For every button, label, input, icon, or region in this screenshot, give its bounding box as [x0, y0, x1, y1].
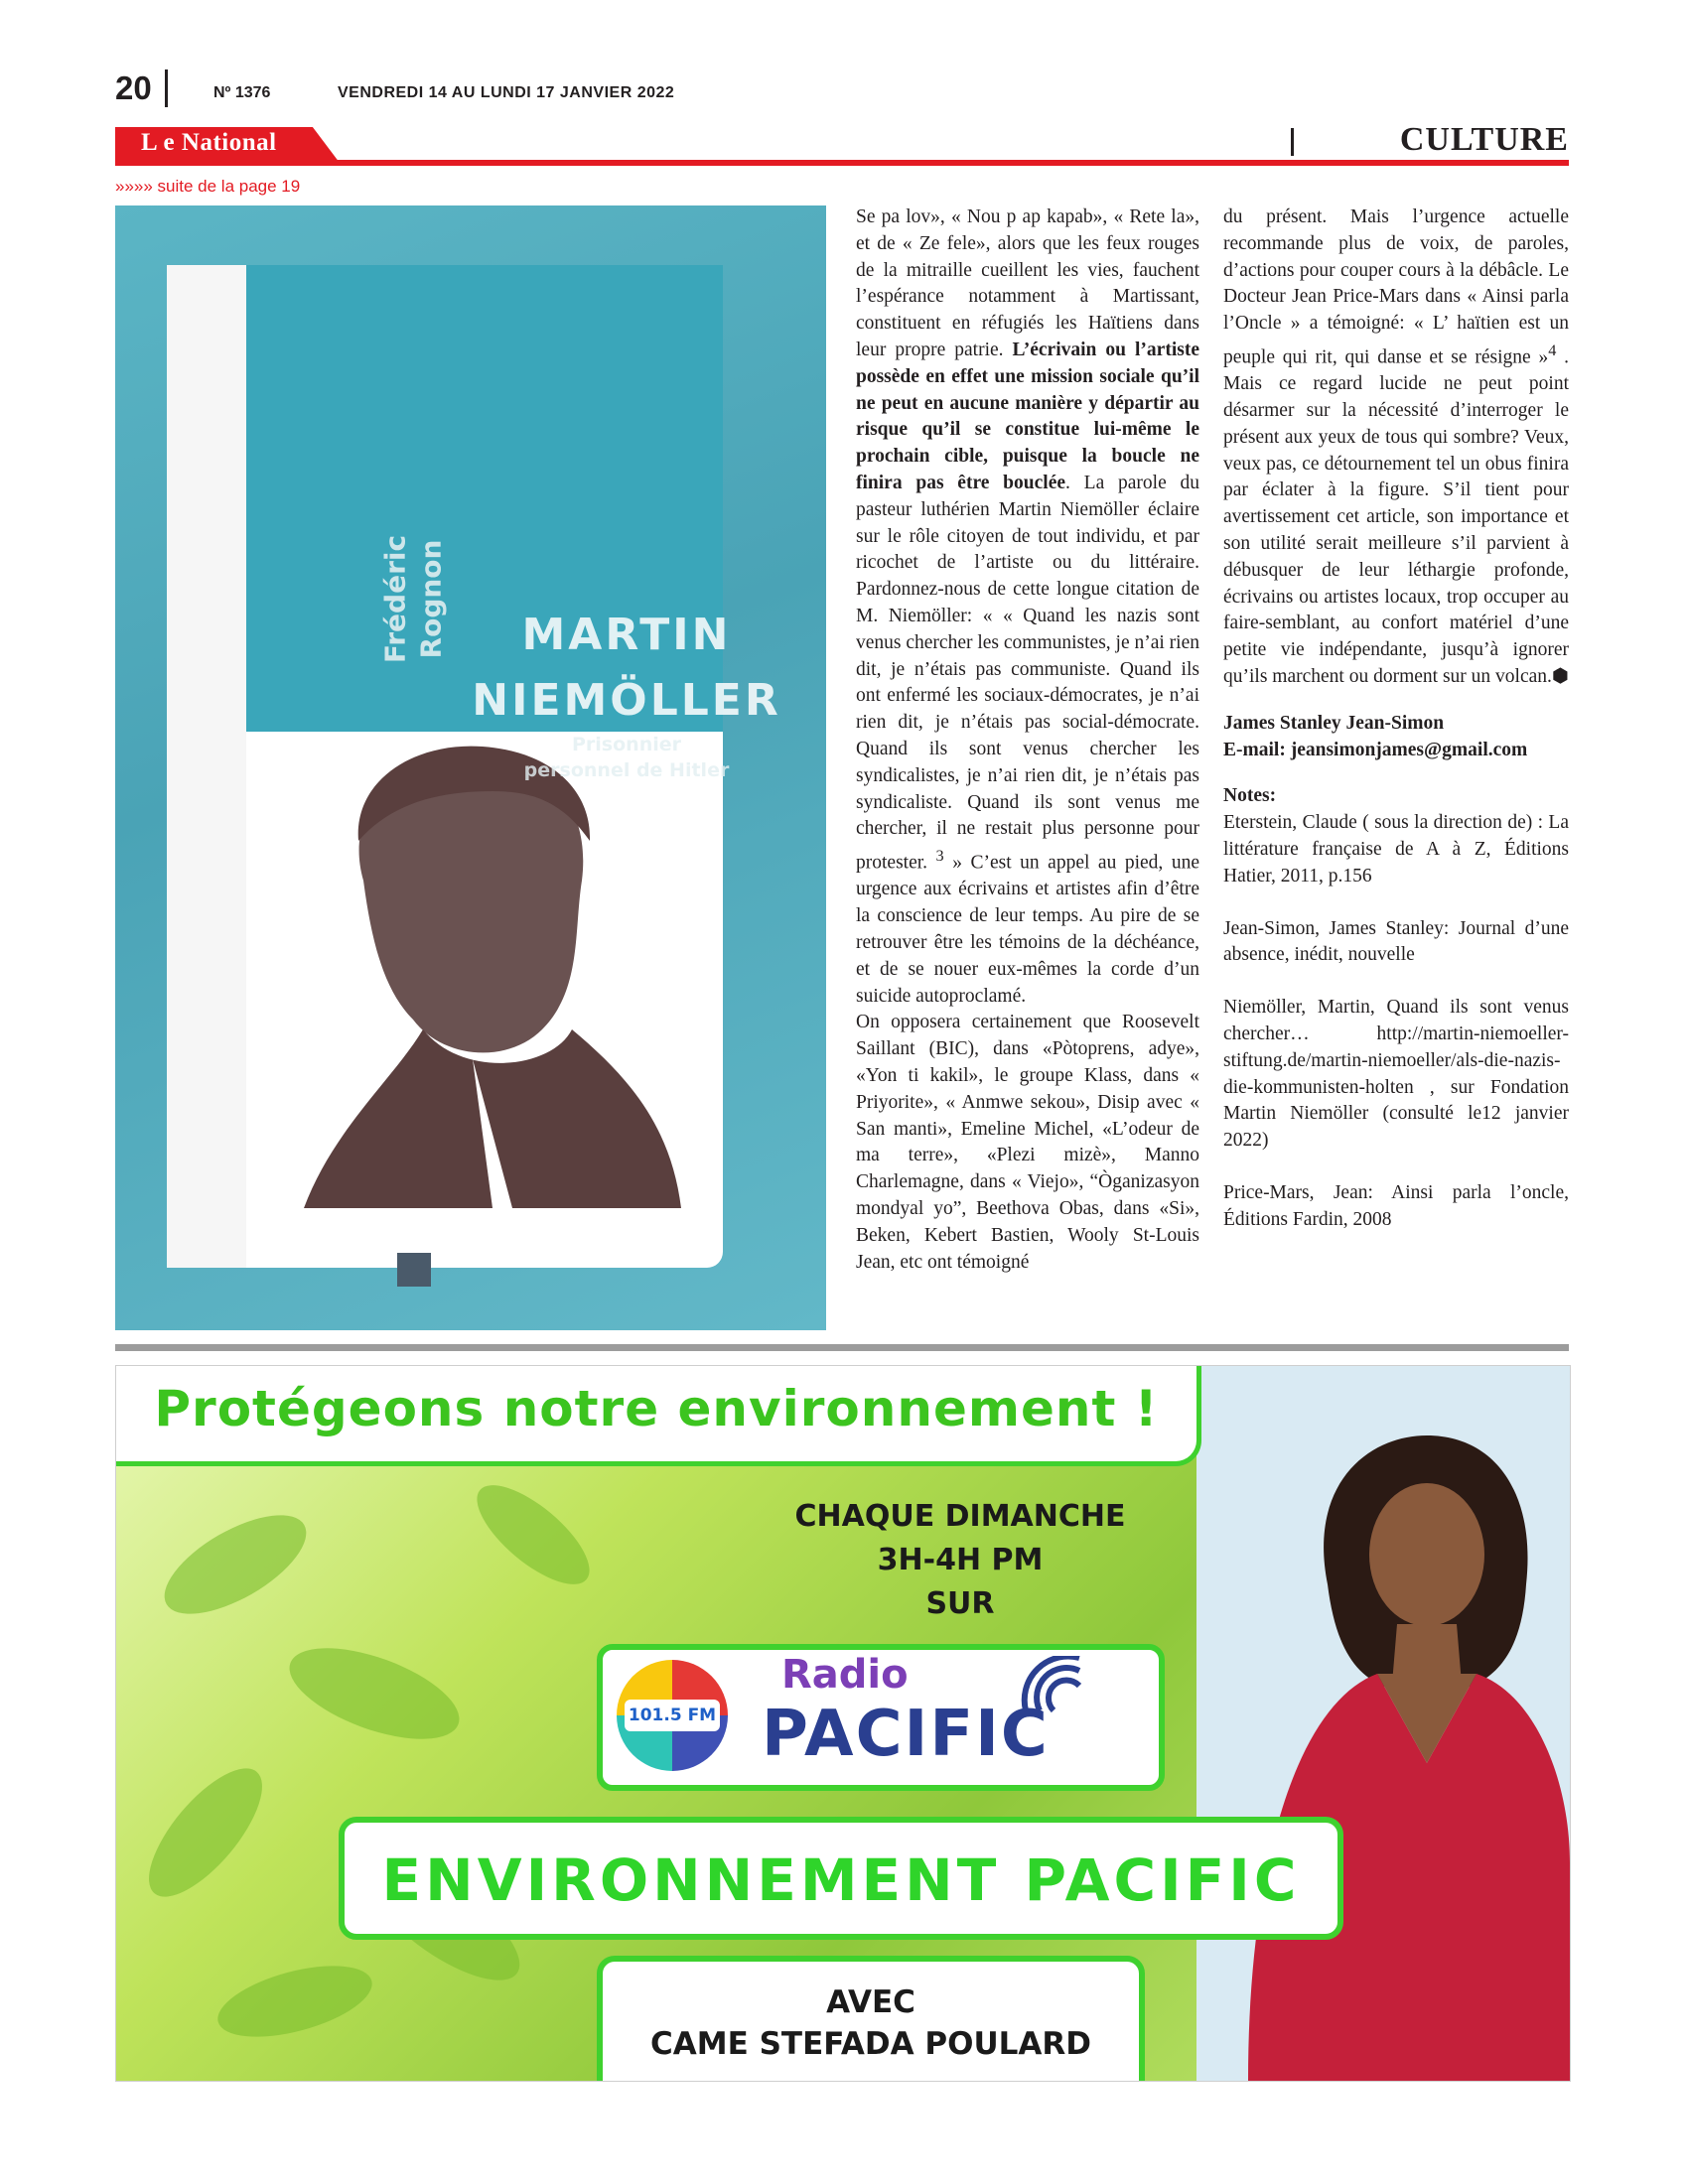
ad-schedule — [593, 1495, 1328, 1626]
cover-title-line1: MARTIN — [521, 610, 732, 660]
issue-date: VENDREDI 14 AU LUNDI 17 JANVIER 2022 — [338, 84, 675, 101]
ad-separator — [115, 1344, 1569, 1351]
host-credit — [603, 1981, 1139, 2065]
issue-number: Nº 1376 — [213, 84, 271, 101]
note-item: Eterstein, Claude ( sous la direction de) : La littérature française de A à Z, Éditions Hatier, 2011, p.156 — [1223, 812, 1569, 887]
frequency-label: 101.5 FM — [625, 1700, 720, 1731]
show-title-box — [339, 1817, 1343, 1940]
text-run: Se pa lov», « Nou p ap kapab», « Rete la», et de « Ze fele», alors que les feux rouges de la mitraille cueillent les vies, fauchent l’espérance notamment à Martissant, constituent en réfugiés les Haïtiens dans leur propre patrie. — [856, 206, 1199, 360]
footnote-ref: 3 — [935, 847, 944, 866]
section-divider — [1291, 128, 1294, 156]
schedule-time: 3H-4H PM — [877, 1543, 1044, 1577]
text-run: » C’est un appel au pied, une urgence aux écrivains et artistes afin d’être la conscience de leur temps. Au pire de se retrouver être les témoins de la déchéance, et de se nouer eux-mêmes la corde d’un suicide autoproclamé. — [856, 852, 1199, 1007]
note-item: Price-Mars, Jean: Ainsi parla l’oncle, Éditions Fardin, 2008 — [1223, 1182, 1569, 1230]
article-paragraph: On opposera certainement que Roosevelt Saillant (BIC), dans «Pòtoprens, adye», «Yon ti kakil», le groupe Klass, dans « Priyorite», « Anmwe sekou», Disip avec « San manti», Emeline Michel, «L’odeur de ma terre», «Plezi mizè», Manno Charlemagne, dans « Viejo», “Òganizasyon mondyal yo”, Beethova Obas, dans «Si», Beken, Kebert Bastien, Wooly St-Louis Jean, etc ont témoigné — [856, 1012, 1199, 1273]
schedule-day: CHAQUE DIMANCHE — [794, 1499, 1126, 1534]
masthead-rule — [115, 160, 1569, 166]
continued-from-link[interactable]: »»»» suite de la page 19 — [115, 177, 301, 196]
show-title: ENVIRONNEMENT PACIFIC — [381, 1846, 1301, 1914]
publisher-logo — [397, 1253, 431, 1287]
article-column-1 — [856, 205, 1199, 1276]
article-paragraph — [856, 205, 1199, 1010]
ad-headline: Protégeons notre environnement ! — [154, 1380, 1159, 1437]
text-run: du présent. Mais l’urgence actuelle recommande plus de voix, de paroles, d’actions pour couper cours à la débâcle. Le Docteur Jean Price-Mars dans « Ainsi parla l’Oncle » a témoigné: « L’ haïtien est un peuple qui rit, qui danse et se résigne » — [1223, 206, 1569, 368]
page-number: 20 — [115, 69, 152, 106]
host-box — [597, 1956, 1145, 2082]
avec-label: AVEC — [826, 1984, 915, 2020]
presenter-photo — [1196, 1366, 1570, 2081]
leaves — [130, 1469, 605, 2051]
cover-subtitle — [403, 732, 826, 783]
note-item: Jean-Simon, James Stanley: Journal d’une absence, inédit, nouvelle — [1223, 917, 1569, 966]
footnote-ref: 4 — [1548, 341, 1557, 359]
cover-subtitle-line1: Prisonnier — [572, 734, 681, 755]
radio-logo-box — [597, 1644, 1165, 1791]
newspaper-name: L e National — [141, 129, 277, 156]
author-email[interactable]: E-mail: jeansimonjames@gmail.com — [1223, 739, 1528, 760]
cover-subtitle-line2: personnel de Hitler — [523, 759, 730, 781]
radio-label: Radio — [781, 1652, 909, 1698]
radio-advertisement — [115, 1365, 1571, 2082]
host-name: CAME STEFADA POULARD — [650, 2026, 1091, 2062]
text-run: . La parole du pasteur luthérien Martin Niemöller éclaire sur le rôle citoyen de tout individu, et par ricochet de l’artiste ou du littéraire. Pardonnez-nous de cette longue citation de M. Niemöller: « « Quand les nazis sont venus chercher les communistes, je n’ai rien dit, je n’étais pas communiste. Quand ils ont enfermé les sociaux-démocrates, je n’ai rien dit, je n’étais pas social-démocrate. Quand ils sont venus chercher les syndicalistes, je n’ai rien dit, je n’étais pas syndicaliste. Quand ils sont venus me chercher, il ne restait plus personne pour protester. — [856, 472, 1200, 874]
section-title: CULTURE — [1399, 121, 1569, 158]
book-spine — [167, 265, 246, 1268]
note-item[interactable]: Niemöller, Martin, Quand ils sont venus chercher… http://martin-niemoeller-stiftung.de/martin-niemoeller/als-die-nazis-die-kommunisten-holten , sur Fondation Martin Niemöller (consulté le12 janvier 2022) — [1223, 997, 1569, 1152]
frequency-badge — [617, 1660, 728, 1771]
text-run: . Mais ce regard lucide ne peut point désarmer sur la nécessité d’interroger le présent aux yeux de tous qui sombre? Veux, veux pas, ce détournement tel un obus finira par éclater à la figure. S’il tient pour avertissement cet article, son importance et son utilité serait meilleure s’il parvient à débusquer de leur léthargie profonde, écrivains ou artistes locaux, trop occuper au faire-semblant, au confort matériel d’une petite vie indépendante, jusqu’à ignorer qu’ils marchent ou dorment sur un volcan. — [1223, 346, 1570, 688]
cover-author-last: Rognon — [414, 539, 448, 659]
bold-statement: L’écrivain ou l’artiste possède en effet une mission sociale qu’il ne peut en aucune manière y départir au risque qu’il se constitue lui-même le prochain cible, puisque la boucle ne finira pas être bouclée — [856, 339, 1199, 493]
cover-title — [403, 603, 826, 734]
author-name: James Stanley Jean-Simon — [1223, 712, 1445, 734]
page-number-divider — [165, 69, 168, 107]
broadcast-waves-icon — [1020, 1656, 1119, 1715]
station-name: PACIFIC — [762, 1698, 1050, 1771]
ad-headline-box — [116, 1366, 1201, 1466]
cover-author-first: Frédéric — [378, 534, 412, 664]
article-paragraph — [1223, 205, 1569, 691]
article-column-2 — [1223, 205, 1569, 1260]
notes-heading: Notes: — [1223, 785, 1277, 807]
end-of-article-icon: ⬢ — [1551, 666, 1569, 688]
book-cover-image — [115, 205, 826, 1330]
schedule-on: SUR — [925, 1586, 995, 1621]
cover-title-line2: NIEMÖLLER — [472, 675, 781, 726]
